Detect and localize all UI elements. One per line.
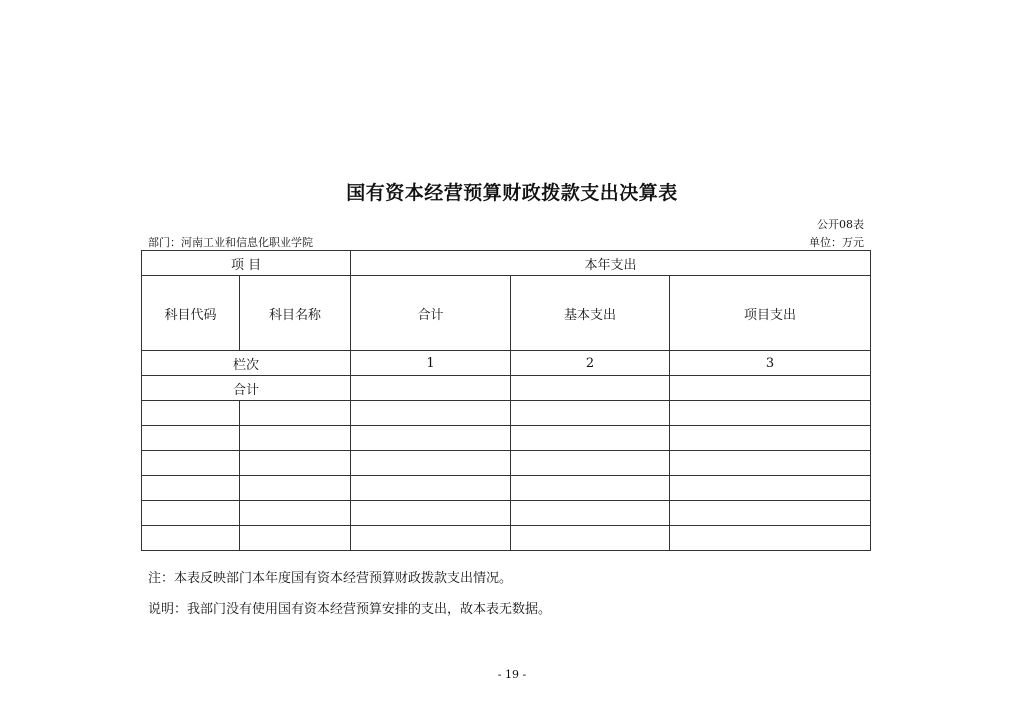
table-row [142, 401, 871, 426]
header-row-1 [142, 251, 871, 276]
table-cell [240, 401, 351, 426]
table-note: 注：本表反映部门本年度国有资本经营预算财政拨款支出情况。 [148, 571, 513, 586]
table-cell [670, 501, 871, 526]
form-number: 公开08表 [817, 218, 864, 231]
table-cell [670, 376, 871, 401]
table-cell [142, 401, 240, 426]
header-project-expense: 项目支出 [670, 276, 871, 351]
table-cell [351, 401, 511, 426]
table-cell [511, 476, 670, 501]
document-title: 国有资本经营预算财政拨款支出决算表 [346, 182, 678, 204]
table-cell [670, 426, 871, 451]
table-cell [142, 501, 240, 526]
table-cell [351, 501, 511, 526]
table-cell [511, 451, 670, 476]
table-cell [351, 426, 511, 451]
table-cell [670, 526, 871, 551]
table-cell [142, 451, 240, 476]
table-cell [511, 376, 670, 401]
table-row [142, 526, 871, 551]
header-name: 科目名称 [240, 276, 351, 351]
unit-label: 单位：万元 [809, 236, 864, 249]
table-cell [670, 451, 871, 476]
table-cell [240, 476, 351, 501]
table-cell [670, 476, 871, 501]
table-cell [240, 501, 351, 526]
table-row [142, 501, 871, 526]
table-cell [511, 526, 670, 551]
header-project: 项 目 [142, 251, 351, 276]
table-row [142, 426, 871, 451]
expenditure-table [141, 250, 871, 551]
table-cell [670, 401, 871, 426]
column-index-2: 2 [511, 351, 670, 376]
column-index-row [142, 351, 871, 376]
table-row [142, 451, 871, 476]
table-cell [351, 376, 511, 401]
table-cell [351, 526, 511, 551]
column-index-label: 栏次 [142, 351, 351, 376]
table-cell [240, 526, 351, 551]
column-index-3: 3 [670, 351, 871, 376]
column-index-1: 1 [351, 351, 511, 376]
total-row-label: 合计 [142, 376, 351, 401]
department-label: 部门：河南工业和信息化职业学院 [148, 236, 313, 249]
header-total: 合计 [351, 276, 511, 351]
table-cell [142, 476, 240, 501]
table-cell [240, 451, 351, 476]
table-cell [511, 501, 670, 526]
header-row-2 [142, 276, 871, 351]
header-basic: 基本支出 [511, 276, 670, 351]
explanation-note: 说明：我部门没有使用国有资本经营预算安排的支出，故本表无数据。 [148, 602, 552, 617]
table-cell [240, 426, 351, 451]
table-row [142, 476, 871, 501]
table-cell [142, 426, 240, 451]
table-cell [511, 401, 670, 426]
table-cell [351, 476, 511, 501]
page-number: - 19 - [497, 668, 527, 681]
total-row [142, 376, 871, 401]
header-code: 科目代码 [142, 276, 240, 351]
table-cell [142, 526, 240, 551]
table-cell [511, 426, 670, 451]
table-cell [351, 451, 511, 476]
header-current-year: 本年支出 [351, 251, 871, 276]
